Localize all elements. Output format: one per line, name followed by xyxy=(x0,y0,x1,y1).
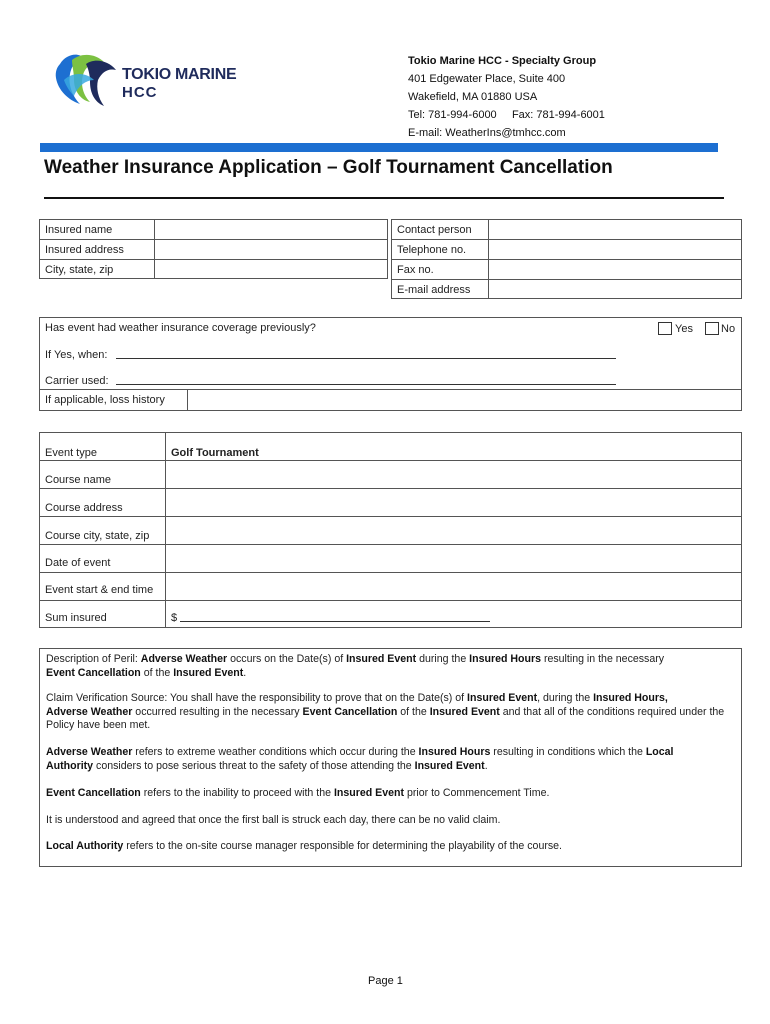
fax-label: Fax no. xyxy=(397,264,434,276)
insured-name-label: Insured name xyxy=(45,224,113,236)
company-street: 401 Edgewater Place, Suite 400 xyxy=(408,73,566,85)
company-address-block xyxy=(408,52,605,142)
contact-person-field[interactable] xyxy=(490,221,740,238)
course-address-label: Course address xyxy=(45,502,123,514)
course-city-label: Course city, state, zip xyxy=(45,530,150,542)
no-label: No xyxy=(721,323,736,335)
prior-coverage-question: Has event had weather insurance coverage previously? xyxy=(45,322,316,334)
company-email: E-mail: WeatherIns@tmhcc.com xyxy=(408,127,566,139)
contact-person-label: Contact person xyxy=(397,224,472,236)
logo-wave-icon xyxy=(56,55,116,106)
title-divider xyxy=(44,197,724,199)
insured-city-label: City, state, zip xyxy=(45,264,114,276)
logo-wordmark: TOKIO MARINE xyxy=(122,66,237,83)
event-time-field[interactable] xyxy=(167,574,740,599)
company-city: Wakefield, MA 01880 USA xyxy=(408,91,538,103)
sum-insured-currency: $ xyxy=(171,612,178,624)
peril-description: Description of Peril: Adverse Weather occurs on the Date(s) of Insured Event during the Insured Hours resulting in the necessary Event Cancellation of the Insured Event. xyxy=(46,653,665,679)
date-of-event-field[interactable] xyxy=(167,546,740,571)
date-of-event-label: Date of event xyxy=(45,557,111,569)
telephone-field[interactable] xyxy=(490,241,740,258)
insured-address-label: Insured address xyxy=(45,244,124,256)
loss-history-label: If applicable, loss history xyxy=(45,394,165,406)
event-type-value: Golf Tournament xyxy=(171,447,259,459)
fax-field[interactable] xyxy=(490,261,740,278)
yes-checkbox[interactable] xyxy=(658,322,672,335)
course-name-label: Course name xyxy=(45,474,112,486)
claim-verification: Claim Verification Source: You shall have the responsibility to prove that on the Date(s) of Insured Event, during the Insured Hours, Adverse Weather occurred resulting in the necessary Event Cancellation of the Insured Event and that all of the conditions required under the Policy have been met. xyxy=(46,692,725,731)
company-name: Tokio Marine HCC - Specialty Group xyxy=(408,55,597,67)
page-number: Page 1 xyxy=(368,975,403,987)
email-field[interactable] xyxy=(490,281,740,298)
sum-insured-label: Sum insured xyxy=(45,612,107,624)
if-yes-when-label: If Yes, when: xyxy=(45,349,108,361)
insured-address-field[interactable] xyxy=(156,241,386,258)
insured-city-field[interactable] xyxy=(156,261,386,278)
event-type-label: Event type xyxy=(45,447,97,459)
local-authority-definition: Local Authority refers to the on-site course manager responsible for determining the playability of the course. xyxy=(46,840,562,852)
company-phones: Tel: 781-994-6000 Fax: 781-994-6001 xyxy=(408,109,605,121)
sum-insured-field[interactable] xyxy=(180,612,490,622)
yes-label: Yes xyxy=(675,323,693,335)
insured-name-field[interactable] xyxy=(156,221,386,238)
no-checkbox[interactable] xyxy=(705,322,719,335)
carrier-used-label: Carrier used: xyxy=(45,375,109,387)
carrier-used-field[interactable] xyxy=(116,375,616,385)
loss-history-field[interactable] xyxy=(189,391,740,410)
course-city-field[interactable] xyxy=(167,518,740,543)
event-cancellation-definition: Event Cancellation refers to the inability to proceed with the Insured Event prior to Commencement Time. xyxy=(46,787,550,799)
email-label: E-mail address xyxy=(397,284,471,296)
course-name-field[interactable] xyxy=(167,462,740,487)
telephone-label: Telephone no. xyxy=(397,244,467,256)
course-address-field[interactable] xyxy=(167,490,740,515)
first-ball-clause: It is understood and agreed that once the first ball is struck each day, there can be no valid claim. xyxy=(46,814,501,826)
if-yes-when-field[interactable] xyxy=(116,349,616,359)
event-time-label: Event start & end time xyxy=(45,584,154,596)
page-title: Weather Insurance Application – Golf Tournament Cancellation xyxy=(44,157,613,178)
adverse-weather-definition: Adverse Weather refers to extreme weather conditions which occur during the Insured Hours resulting in conditions which the Local Authority considers to pose serious threat to the safety of those attending the Insured Event. xyxy=(46,746,674,772)
logo-wordmark-sub: HCC xyxy=(122,84,158,101)
header-accent-bar xyxy=(40,143,718,152)
